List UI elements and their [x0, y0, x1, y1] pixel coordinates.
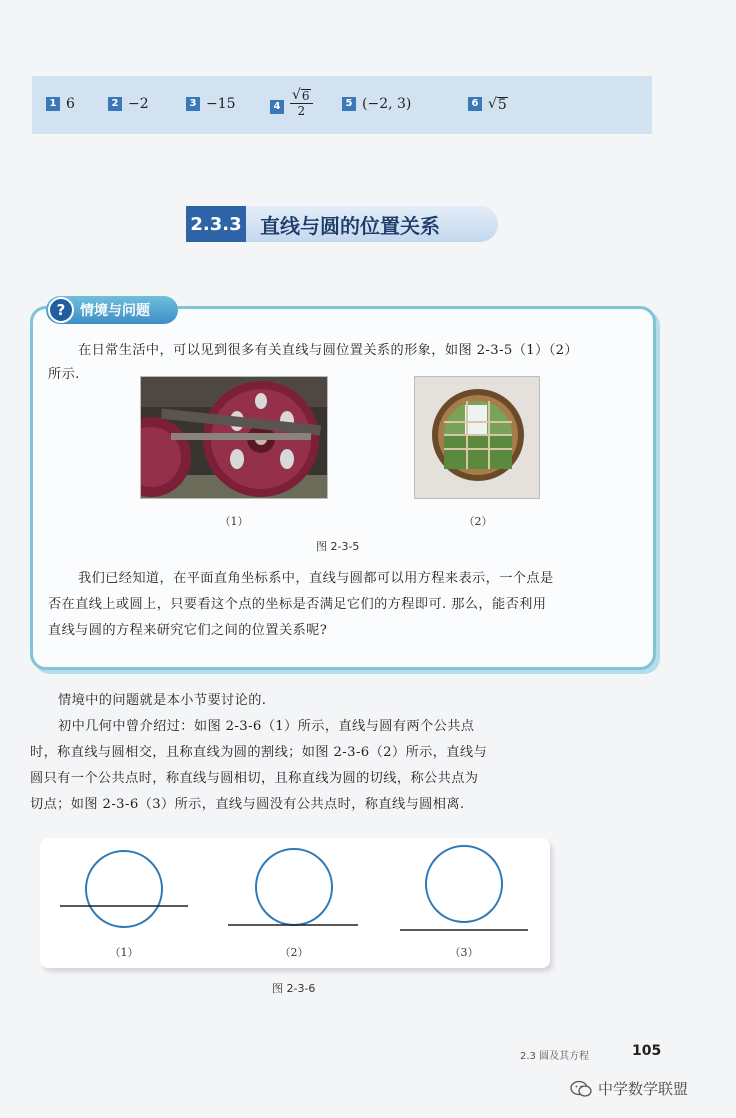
- answer-1: [46, 96, 75, 112]
- figure-label-2: （2）: [279, 946, 309, 959]
- figure-caption-2-3-5: 图 2-3-5: [316, 540, 360, 553]
- page-number: 105: [632, 1043, 662, 1059]
- section-number: 2.3.3: [186, 206, 246, 242]
- circle-secant: [86, 851, 162, 927]
- answer-strip: [32, 76, 652, 134]
- answer-value: −15: [206, 96, 236, 112]
- sqrt-icon: √: [488, 96, 497, 112]
- wechat-icon: [570, 1080, 592, 1098]
- radicand: 6: [301, 89, 310, 103]
- answer-number-badge: 5: [342, 97, 356, 111]
- answer-value: 6: [66, 96, 75, 112]
- answer-number-badge: 2: [108, 97, 122, 111]
- figure-caption-2-3-6: 图 2-3-6: [272, 982, 316, 995]
- figure-label-3: （3）: [449, 946, 479, 959]
- train-wheel-image: [141, 377, 328, 499]
- scenario-text-line: 在日常生活中，可以见到很多有关直线与圆位置关系的形象，如图 2-3-5（1）（2）: [78, 343, 579, 358]
- question-icon: ?: [48, 297, 74, 323]
- circle-separate: [426, 846, 502, 922]
- scenario-text-line: 直线与圆的方程来研究它们之间的位置关系呢?: [48, 623, 328, 638]
- answer-number-badge: 1: [46, 97, 60, 111]
- answer-3: [186, 96, 236, 112]
- watermark: [570, 1078, 688, 1099]
- fraction-denominator: 2: [297, 104, 306, 118]
- scenario-text-line: 否在直线上或圆上，只要看这个点的坐标是否满足它们的方程即可. 那么，能否利用: [48, 597, 547, 612]
- sqrt-expression: [488, 96, 508, 112]
- footer-section-label: 2.3 圆及其方程: [520, 1051, 590, 1062]
- section-heading: [186, 206, 498, 242]
- scenario-tag: [46, 296, 178, 324]
- fraction-numerator: [290, 88, 313, 104]
- answer-number-badge: 3: [186, 97, 200, 111]
- body-text-line: 切点；如图 2-3-6（3）所示，直线与圆没有公共点时，称直线与圆相离.: [30, 797, 465, 812]
- train-wheel-photo: [140, 376, 328, 499]
- body-text-line: 时，称直线与圆相交，且称直线为圆的割线；如图 2-3-6（2）所示，直线与: [30, 745, 488, 760]
- scenario-text-line: 我们已经知道，在平面直角坐标系中，直线与圆都可以用方程来表示，一个点是: [78, 571, 554, 586]
- answer-number-badge: 4: [270, 100, 284, 114]
- round-window-image: [415, 377, 540, 499]
- answer-4: [270, 87, 313, 118]
- answer-2: [108, 96, 149, 112]
- watermark-text: 中学数学联盟: [598, 1080, 689, 1098]
- body-text-line: 初中几何中曾介绍过：如图 2-3-6（1）所示，直线与圆有两个公共点: [58, 719, 475, 734]
- photo2-caption: （2）: [463, 515, 493, 528]
- photo1-caption: （1）: [219, 515, 249, 528]
- body-text-line: 情境中的问题就是本小节要讨论的.: [58, 693, 267, 708]
- answer-5: [342, 96, 411, 112]
- round-window-photo: [414, 376, 540, 499]
- answer-value: (−2, 3): [362, 96, 412, 112]
- radicand: 5: [497, 97, 507, 113]
- scenario-text-line: 所示.: [48, 367, 80, 382]
- answer-value: −2: [128, 96, 149, 112]
- section-title: 直线与圆的位置关系: [260, 213, 440, 238]
- answer-number-badge: 6: [468, 97, 482, 111]
- answer-6: [468, 96, 508, 112]
- sqrt-icon: √: [292, 87, 301, 103]
- figure-label-1: （1）: [109, 946, 139, 959]
- body-text-line: 圆只有一个公共点时，称直线与圆相切，且称直线为圆的切线，称公共点为: [30, 771, 479, 786]
- scenario-tag-label: 情境与问题: [80, 303, 150, 319]
- circle-tangent: [256, 849, 332, 925]
- fraction: [290, 88, 313, 117]
